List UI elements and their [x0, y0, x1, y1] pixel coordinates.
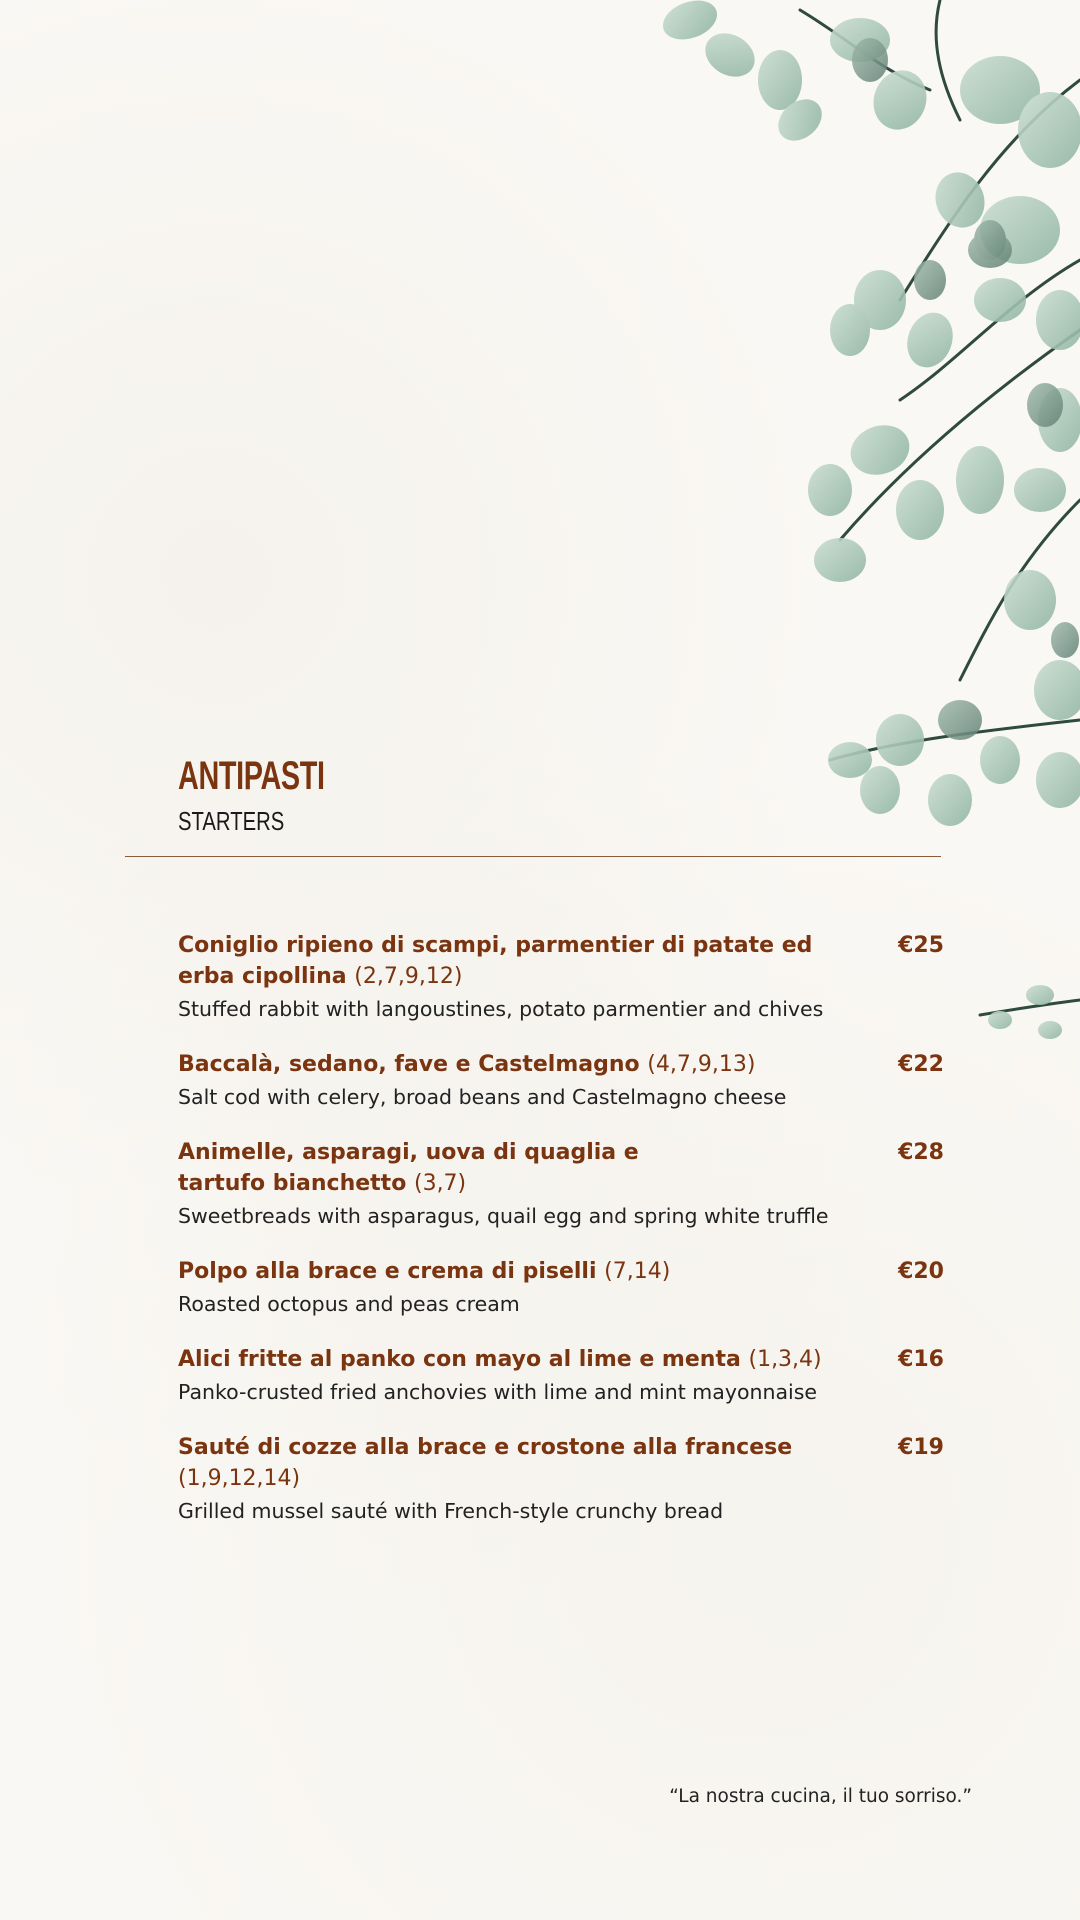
divider: [125, 856, 941, 857]
menu-item: [178, 1049, 944, 1111]
dish-name: [178, 1432, 878, 1494]
price: €22: [898, 1052, 944, 1077]
menu-list: [178, 930, 944, 1551]
dish-name-line2: erba cipollina: [178, 964, 347, 989]
dish-name: [178, 1137, 878, 1199]
dish-name-line1: Coniglio ripieno di scampi, parmentier di patate ed: [178, 933, 813, 958]
price: €20: [898, 1259, 944, 1284]
dish-name-line1: Polpo alla brace e crema di piselli: [178, 1259, 597, 1284]
dish-name: [178, 1344, 878, 1375]
dish-description: Sweetbreads with asparagus, quail egg and spring white truffle: [178, 1204, 829, 1228]
menu-item: [178, 1137, 944, 1230]
section-subtitle: STARTERS: [178, 806, 285, 836]
dish-description: Grilled mussel sauté with French-style crunchy bread: [178, 1499, 724, 1523]
dish-name-line2: tartufo bianchetto: [178, 1171, 407, 1196]
menu-item: [178, 1256, 944, 1318]
dish-name-line1: Animelle, asparagi, uova di quaglia e: [178, 1140, 639, 1165]
price: €28: [898, 1140, 944, 1165]
allergens: (1,9,12,14): [178, 1466, 301, 1491]
dish-description: Roasted octopus and peas cream: [178, 1292, 520, 1316]
dish-name-line1: Baccalà, sedano, fave e Castelmagno: [178, 1052, 640, 1077]
dish-name: [178, 1256, 878, 1287]
menu-item: [178, 1344, 944, 1406]
allergens: (7,14): [604, 1259, 671, 1284]
dish-description: Stuffed rabbit with langoustines, potato parmentier and chives: [178, 997, 824, 1021]
dish-name: [178, 1049, 878, 1080]
dish-description: Salt cod with celery, broad beans and Castelmagno cheese: [178, 1085, 787, 1109]
allergens: (2,7,9,12): [354, 964, 463, 989]
tagline: “La nostra cucina, il tuo sorriso.”: [669, 1786, 972, 1807]
price: €16: [898, 1347, 944, 1372]
dish-description: Panko-crusted fried anchovies with lime and mint mayonnaise: [178, 1380, 818, 1404]
allergens: (3,7): [413, 1171, 467, 1196]
menu-item: [178, 930, 944, 1023]
price: €25: [898, 933, 944, 958]
menu-item: [178, 1432, 944, 1525]
dish-name: [178, 930, 878, 992]
dish-name-line1: Sauté di cozze alla brace e crostone alla francese: [178, 1435, 793, 1460]
section-title: ANTIPASTI: [178, 754, 325, 798]
dish-name-line1: Alici fritte al panko con mayo al lime e menta: [178, 1347, 741, 1372]
price: €19: [898, 1435, 944, 1460]
allergens: (1,3,4): [748, 1347, 822, 1372]
allergens: (4,7,9,13): [647, 1052, 756, 1077]
